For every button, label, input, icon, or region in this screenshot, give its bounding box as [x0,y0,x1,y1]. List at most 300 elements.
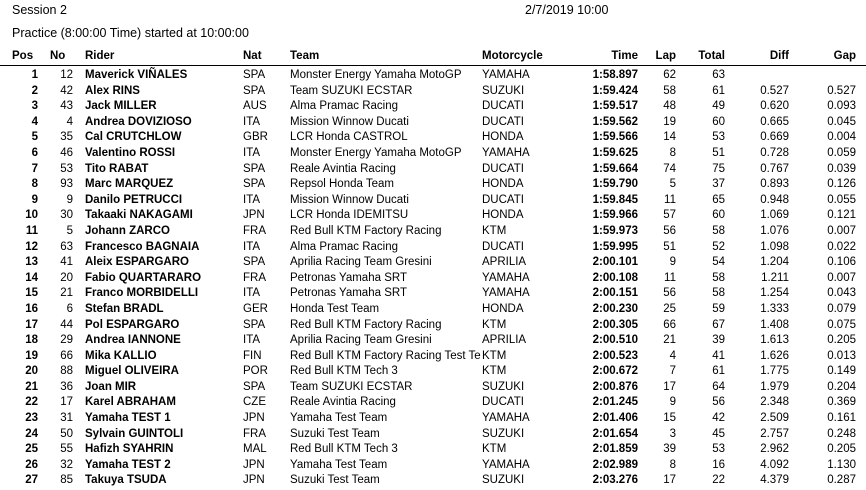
cell-lap: 25 [663,302,676,315]
cell-time: 2:00.510 [592,334,638,347]
cell-time: 2:01.654 [592,427,638,440]
cell-total: 22 [712,474,725,487]
cell-rider: Joan MIR [85,380,137,393]
cell-diff [737,66,803,84]
cell-rider: Andrea DOVIZIOSO [85,115,192,128]
cell-rider: Stefan BRADL [85,302,164,315]
cell-diff: 2.757 [760,427,789,440]
cell-pos: 3 [31,100,38,113]
cell-time: 1:59.625 [592,146,638,159]
cell-time: 2:01.859 [592,443,638,456]
cell-pos: 14 [25,271,38,284]
cell-pos: 21 [25,380,38,393]
cell-gap: 0.055 [827,193,856,206]
cell-motorcycle: DUCATI [482,240,524,253]
cell-team: Alma Pramac Racing [290,240,399,253]
cell-nationality: GER [243,302,268,315]
cell-gap: 0.043 [827,287,856,300]
column-header-pos: Pos [0,50,46,66]
cell-gap: 0.248 [827,427,856,440]
cell-nationality: JPN [243,474,265,487]
cell-time: 1:58.897 [592,69,638,81]
cell-diff: 1.254 [760,287,789,300]
cell-lap: 56 [663,287,676,300]
cell-gap: 0.004 [827,131,856,144]
cell-lap: 17 [663,474,676,487]
cell-nationality: ITA [243,146,261,159]
cell-gap: 0.149 [827,365,856,378]
table-row [0,286,866,302]
cell-team: Suzuki Test Team [290,427,380,440]
cell-team: Team SUZUKI ECSTAR [290,380,413,393]
cell-time: 2:00.523 [592,349,638,362]
table-row [0,162,866,178]
cell-rider: Mika KALLIO [85,349,157,362]
cell-time: 1:59.790 [592,178,638,191]
cell-pos: 10 [25,209,38,222]
cell-rider: Valentino ROSSI [85,146,176,159]
cell-motorcycle: YAMAHA [482,412,530,425]
cell-gap: 0.093 [827,100,856,113]
table-row [0,349,866,365]
cell-team: Monster Energy Yamaha MotoGP [290,69,462,81]
cell-team: Aprilia Racing Team Gresini [290,256,432,269]
cell-motorcycle: APRILIA [482,256,527,269]
cell-lap: 74 [663,162,676,175]
cell-total: 53 [712,443,725,456]
cell-team: LCR Honda IDEMITSU [290,209,409,222]
session-subtitle: Practice (8:00:00 Time) started at 10:00:00 [12,26,249,40]
cell-nationality: GBR [243,131,268,144]
cell-pos: 12 [25,240,38,253]
cell-lap: 21 [663,334,676,347]
cell-diff: 0.728 [760,146,789,159]
column-header-lap: Lap [642,50,683,66]
cell-gap: 0.075 [827,318,856,331]
cell-gap: 0.106 [827,256,856,269]
cell-nationality: JPN [243,458,265,471]
cell-nationality: AUS [243,100,267,113]
cell-time: 2:00.101 [592,256,638,269]
cell-nationality: FRA [243,271,266,284]
cell-number: 44 [60,318,73,331]
cell-time: 1:59.424 [592,84,638,97]
column-header-total: Total [683,50,737,66]
cell-number: 29 [60,334,73,347]
cell-diff: 4.379 [760,474,789,487]
cell-rider: Johann ZARCO [85,224,170,237]
cell-time: 2:00.305 [592,318,638,331]
cell-diff: 1.333 [760,302,789,315]
cell-total: 61 [712,365,725,378]
cell-motorcycle: KTM [482,318,507,331]
cell-nationality: POR [243,365,268,378]
cell-motorcycle: YAMAHA [482,458,530,471]
cell-time: 2:00.230 [592,302,638,315]
cell-total: 42 [712,412,725,425]
cell-total: 64 [712,380,725,393]
table-row [0,364,866,380]
cell-number: 32 [60,458,73,471]
cell-rider: Cal CRUTCHLOW [85,131,182,144]
cell-lap: 9 [669,256,676,269]
cell-number: 17 [60,396,73,409]
cell-gap [803,66,866,84]
cell-pos: 6 [31,146,38,159]
table-row [0,208,866,224]
cell-gap: 0.013 [827,349,856,362]
cell-lap: 48 [663,100,676,113]
cell-gap: 1.130 [827,458,856,471]
results-table-body [0,66,866,490]
table-row [0,427,866,443]
cell-time: 1:59.995 [592,240,638,253]
column-header-time: Time [578,50,642,66]
cell-lap: 11 [664,271,676,284]
cell-rider: Fabio QUARTARARO [85,271,202,284]
cell-rider: Sylvain GUINTOLI [85,427,184,440]
cell-gap: 0.204 [827,380,856,393]
cell-motorcycle: SUZUKI [482,474,525,487]
cell-number: 35 [60,131,73,144]
table-row [0,318,866,334]
cell-motorcycle: KTM [482,349,507,362]
cell-nationality: CZE [243,396,266,409]
cell-team: Monster Energy Yamaha MotoGP [290,146,462,159]
table-row [0,302,866,318]
cell-diff: 4.092 [760,458,789,471]
cell-time: 1:59.973 [592,224,638,237]
cell-nationality: FIN [243,349,262,362]
cell-number: 55 [60,443,73,456]
cell-total: 58 [712,287,725,300]
session-datetime: 2/7/2019 10:00 [525,3,609,17]
cell-motorcycle: HONDA [482,209,524,222]
cell-nationality: SPA [243,380,266,393]
cell-diff: 0.948 [760,193,789,206]
cell-team: Aprilia Racing Team Gresini [290,334,432,347]
table-row [0,130,866,146]
cell-motorcycle: HONDA [482,178,524,191]
cell-time: 2:01.245 [592,396,638,409]
cell-time: 1:59.966 [592,209,638,222]
cell-diff: 0.767 [760,162,789,175]
cell-team: Red Bull KTM Factory Racing Test Te [290,349,481,362]
cell-rider: Hafizh SYAHRIN [85,443,174,456]
cell-total: 75 [712,162,725,175]
cell-number: 66 [60,349,73,362]
cell-diff: 0.893 [760,178,789,191]
cell-lap: 7 [669,365,676,378]
cell-lap: 58 [663,84,676,97]
cell-nationality: ITA [243,193,261,206]
cell-number: 30 [60,209,73,222]
table-row [0,255,866,271]
table-row [0,333,866,349]
cell-motorcycle: DUCATI [482,193,524,206]
cell-number: 88 [60,365,73,378]
cell-rider: Maverick VIÑALES [85,69,188,81]
cell-diff: 1.069 [760,209,789,222]
cell-pos: 8 [31,178,38,191]
column-header-diff: Diff [737,50,803,66]
cell-rider: Karel ABRAHAM [85,396,176,409]
cell-lap: 17 [663,380,676,393]
cell-lap: 8 [669,146,676,159]
cell-gap: 0.527 [827,84,856,97]
cell-time: 2:03.276 [592,474,638,487]
cell-motorcycle: KTM [482,365,507,378]
cell-pos: 7 [31,162,38,175]
cell-gap: 0.369 [827,396,856,409]
cell-gap: 0.045 [827,115,856,128]
cell-nationality: JPN [243,412,265,425]
cell-gap: 0.022 [827,240,856,253]
cell-nationality: ITA [243,240,261,253]
column-header-rider: Rider [82,50,240,66]
cell-team: Team SUZUKI ECSTAR [290,84,413,97]
cell-team: Repsol Honda Team [290,178,394,191]
table-row [0,395,866,411]
cell-gap: 0.205 [827,443,856,456]
cell-number: 93 [60,178,73,191]
cell-gap: 0.161 [827,412,856,425]
cell-pos: 19 [25,349,38,362]
cell-number: 12 [60,69,73,81]
cell-team: Red Bull KTM Factory Racing [290,318,442,331]
cell-time: 1:59.517 [592,100,638,113]
cell-lap: 39 [663,443,676,456]
cell-motorcycle: YAMAHA [482,69,530,81]
column-header-team: Team [287,50,480,66]
cell-nationality: JPN [243,209,265,222]
cell-time: 1:59.845 [592,193,638,206]
cell-gap: 0.126 [827,178,856,191]
cell-lap: 3 [669,427,676,440]
cell-time: 2:02.989 [592,458,638,471]
session-title: Session 2 [12,3,67,17]
session-meta-row [0,0,792,20]
cell-diff: 2.348 [760,396,789,409]
cell-lap: 11 [664,193,676,206]
cell-time: 2:00.108 [592,271,638,284]
cell-team: Petronas Yamaha SRT [290,271,407,284]
cell-motorcycle: DUCATI [482,115,524,128]
cell-rider: Pol ESPARGARO [85,318,180,331]
cell-lap: 57 [663,209,676,222]
cell-number: 31 [60,412,73,425]
cell-number: 50 [60,427,73,440]
cell-pos: 20 [25,365,38,378]
cell-nationality: SPA [243,69,266,81]
cell-pos: 17 [25,318,38,331]
table-row [0,84,866,100]
cell-rider: Takuya TSUDA [85,474,167,487]
cell-total: 41 [712,349,725,362]
cell-time: 2:00.151 [592,287,638,300]
cell-team: Red Bull KTM Tech 3 [290,443,398,456]
cell-rider: Marc MARQUEZ [85,178,174,191]
cell-rider: Yamaha TEST 2 [85,458,171,471]
cell-total: 37 [712,178,725,191]
cell-total: 51 [712,146,725,159]
cell-gap: 0.121 [827,209,856,222]
cell-number: 9 [66,193,73,206]
table-header-row [0,50,866,66]
cell-pos: 16 [25,302,38,315]
cell-nationality: ITA [243,334,261,347]
cell-total: 45 [712,427,725,440]
cell-diff: 1.098 [760,240,789,253]
cell-pos: 27 [25,474,38,487]
cell-diff: 1.775 [760,365,789,378]
cell-pos: 25 [25,443,38,456]
cell-number: 42 [60,84,73,97]
cell-team: Mission Winnow Ducati [290,115,409,128]
cell-total: 67 [712,318,725,331]
cell-number: 41 [60,256,73,269]
cell-pos: 15 [25,287,38,300]
cell-nationality: SPA [243,84,266,97]
cell-pos: 1 [31,69,38,81]
cell-time: 2:01.406 [592,412,638,425]
cell-pos: 23 [25,412,38,425]
cell-total: 16 [712,458,725,471]
cell-total: 53 [712,131,725,144]
cell-pos: 2 [31,84,38,97]
cell-lap: 66 [663,318,676,331]
cell-nationality: ITA [243,115,261,128]
cell-nationality: SPA [243,162,266,175]
table-row [0,115,866,131]
cell-time: 1:59.664 [592,162,638,175]
cell-diff: 1.408 [760,318,789,331]
results-table [0,50,866,489]
cell-lap: 8 [669,458,676,471]
cell-rider: Tito RABAT [85,162,149,175]
cell-team: LCR Honda CASTROL [290,131,408,144]
cell-pos: 26 [25,458,38,471]
cell-team: Suzuki Test Team [290,474,380,487]
results-table-header [0,50,866,66]
cell-number: 63 [60,240,73,253]
cell-gap: 0.059 [827,146,856,159]
column-header-motorcycle: Motorcycle [480,50,578,66]
cell-pos: 9 [31,193,38,206]
cell-rider: Takaaki NAKAGAMI [85,209,193,222]
cell-total: 65 [712,193,725,206]
cell-total: 61 [712,84,725,97]
cell-number: 85 [60,474,73,487]
cell-total: 60 [712,209,725,222]
cell-nationality: SPA [243,256,266,269]
cell-nationality: FRA [243,224,266,237]
cell-gap: 0.079 [827,302,856,315]
cell-diff: 1.076 [760,224,789,237]
cell-diff: 0.665 [760,115,789,128]
cell-motorcycle: KTM [482,443,507,456]
cell-pos: 24 [25,427,38,440]
cell-motorcycle: SUZUKI [482,84,525,97]
cell-diff: 0.669 [760,131,789,144]
table-row [0,411,866,427]
cell-number: 46 [60,146,73,159]
cell-rider: Alex RINS [85,84,140,97]
cell-rider: Aleix ESPARGARO [85,256,189,269]
cell-rider: Jack MILLER [85,100,157,113]
cell-motorcycle: APRILIA [482,334,527,347]
cell-number: 43 [60,100,73,113]
cell-team: Yamaha Test Team [290,412,388,425]
table-row [0,458,866,474]
cell-lap: 4 [669,349,676,362]
cell-diff: 1.626 [760,349,789,362]
cell-motorcycle: KTM [482,224,507,237]
cell-lap: 56 [663,224,676,237]
cell-rider: Miguel OLIVEIRA [85,365,179,378]
table-row [0,380,866,396]
cell-rider: Andrea IANNONE [85,334,181,347]
cell-team: Alma Pramac Racing [290,100,399,113]
cell-time: 2:00.876 [592,380,638,393]
cell-total: 59 [712,302,725,315]
cell-nationality: MAL [243,443,267,456]
cell-gap: 0.287 [827,474,856,487]
cell-number: 6 [66,302,73,315]
cell-number: 4 [66,115,73,128]
cell-pos: 13 [25,256,38,269]
cell-gap: 0.007 [827,271,856,284]
cell-number: 20 [60,271,73,284]
cell-number: 36 [60,380,73,393]
cell-pos: 22 [25,396,38,409]
cell-motorcycle: HONDA [482,131,524,144]
cell-gap: 0.039 [827,162,856,175]
cell-motorcycle: SUZUKI [482,427,525,440]
cell-time: 2:00.672 [592,365,638,378]
cell-lap: 51 [663,240,676,253]
cell-total: 63 [712,69,725,81]
cell-lap: 14 [663,131,676,144]
table-row [0,240,866,256]
cell-lap: 62 [663,69,676,81]
table-row [0,442,866,458]
column-header-nat: Nat [240,50,287,66]
cell-pos: 4 [31,115,38,128]
cell-rider: Francesco BAGNAIA [85,240,200,253]
cell-diff: 1.613 [760,334,789,347]
table-row [0,271,866,287]
column-header-no: No [46,50,82,66]
cell-diff: 1.204 [760,256,789,269]
cell-nationality: ITA [243,287,261,300]
cell-team: Mission Winnow Ducati [290,193,409,206]
cell-total: 58 [712,224,725,237]
cell-time: 1:59.562 [592,115,638,128]
cell-pos: 11 [25,224,38,237]
cell-nationality: FRA [243,427,266,440]
cell-motorcycle: DUCATI [482,100,524,113]
column-header-gap: Gap [803,50,866,66]
cell-number: 53 [60,162,73,175]
cell-team: Honda Test Team [290,302,380,315]
cell-motorcycle: YAMAHA [482,146,530,159]
cell-number: 5 [66,224,73,237]
cell-nationality: SPA [243,318,266,331]
cell-diff: 2.509 [760,412,789,425]
cell-team: Petronas Yamaha SRT [290,287,407,300]
cell-motorcycle: HONDA [482,302,524,315]
